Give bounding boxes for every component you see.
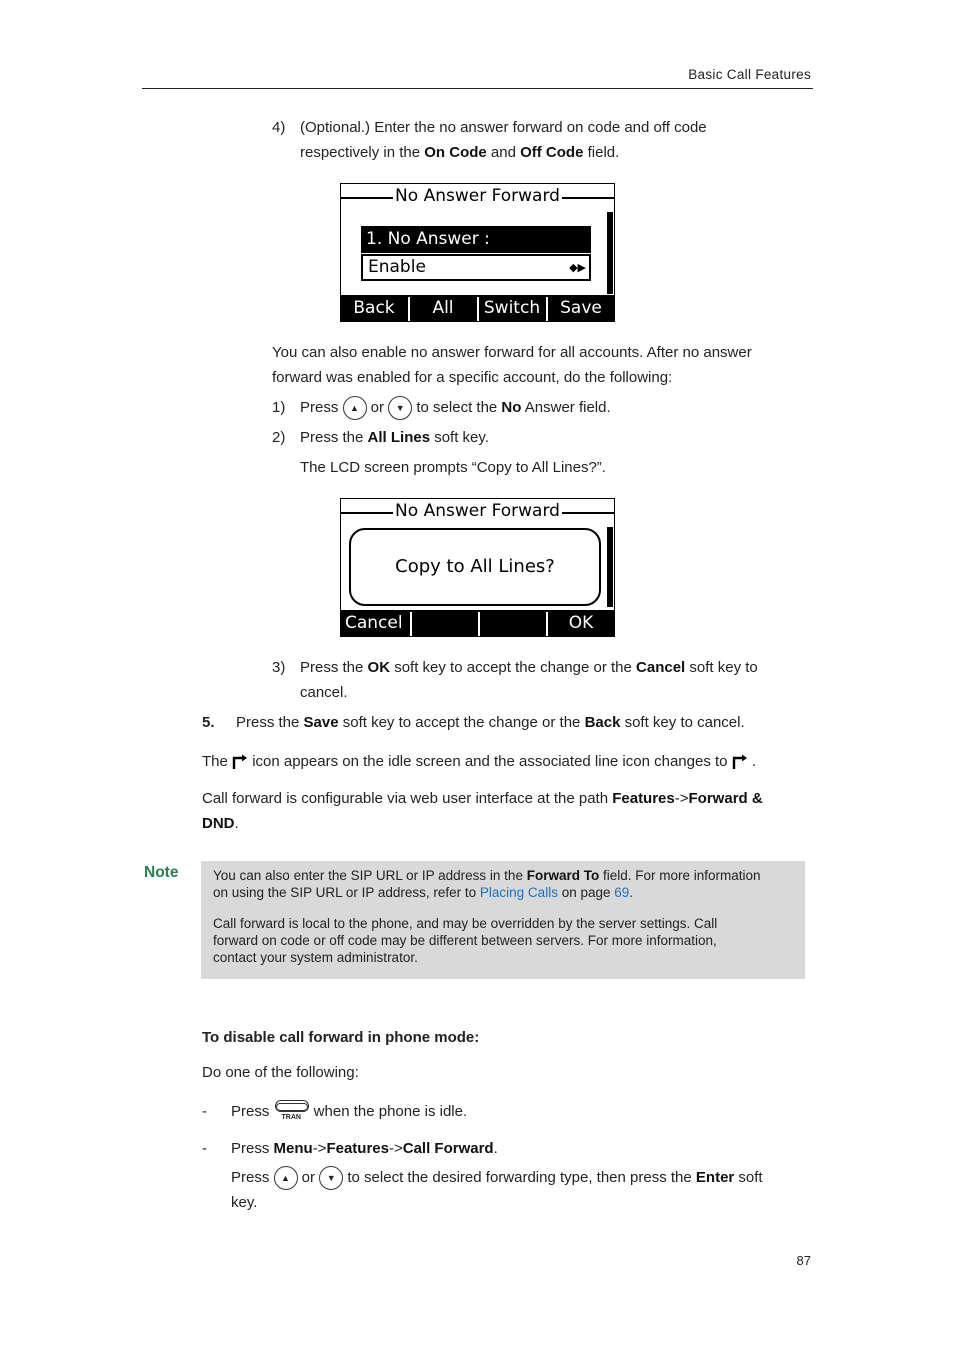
- sub-step-1-number: 1): [272, 399, 286, 416]
- sub-step-1: Press ▲ or ▼ to select the No Answer field.: [300, 395, 611, 420]
- disable-heading: To disable call forward in phone mode:: [202, 1029, 480, 1046]
- softkey-ok: OK: [568, 613, 594, 633]
- bullet-1-dash: -: [202, 1103, 207, 1120]
- lcd-prompt-text: The LCD screen prompts “Copy to All Lines?”.: [300, 459, 606, 476]
- on-code-label: On Code: [424, 144, 487, 161]
- sub-step-2: Press the All Lines soft key.: [300, 429, 489, 446]
- call-forward-icon: [232, 754, 248, 770]
- softkey-empty-3: [480, 610, 546, 636]
- lcd-left-right-arrows-icon: ◆▶: [569, 261, 586, 274]
- page-69-link[interactable]: 69: [614, 885, 630, 900]
- off-code-label: Off Code: [520, 144, 584, 161]
- softkey-empty-2: [412, 610, 478, 636]
- note-p2-line2: forward on code or off code may be different between servers. For more information,: [213, 933, 717, 948]
- bullet-2-line3: key.: [231, 1194, 258, 1211]
- softkey-cancel: Cancel: [345, 613, 403, 633]
- note-p2-line3: contact your system administrator.: [213, 950, 418, 965]
- bullet-1: Press TRAN when the phone is idle.: [231, 1099, 467, 1124]
- down-arrow-key-icon: ▼: [388, 396, 412, 420]
- up-arrow-key-icon: ▲: [274, 1166, 298, 1190]
- bullet-2-dash: -: [202, 1140, 207, 1157]
- softkey-save: Save: [560, 298, 602, 318]
- step-4-line1: (Optional.) Enter the no answer forward on code and off code: [300, 119, 707, 136]
- softkey-back: Back: [353, 298, 395, 318]
- lcd-screen-copy-prompt: [340, 498, 615, 637]
- line-forward-icon: [732, 754, 748, 770]
- para-all-accounts-line1: You can also enable no answer forward for all accounts. After no answer: [272, 344, 752, 361]
- lcd-softkey-bar: [341, 295, 614, 344]
- sub-step-3-number: 3): [272, 659, 286, 676]
- lcd-row-no-answer: 1. No Answer :: [361, 226, 591, 253]
- sub-step-3-line2: cancel.: [300, 684, 348, 701]
- header-rule: [142, 88, 813, 89]
- lcd-dialog-copy: Copy to All Lines?: [349, 528, 601, 606]
- note-label: Note: [144, 864, 179, 881]
- sub-step-2-number: 2): [272, 429, 286, 446]
- lcd-softkey-bar: [341, 610, 614, 636]
- note-p1-line2: on using the SIP URL or IP address, refer to Placing Calls on page 69.: [213, 885, 634, 900]
- step-5: Press the Save soft key to accept the change or the Back soft key to cancel.: [236, 714, 745, 731]
- softkey-switch: Switch: [483, 298, 541, 318]
- disable-intro: Do one of the following:: [202, 1064, 359, 1081]
- step-5-number: 5.: [202, 714, 215, 731]
- bullet-2-line2: Press ▲ or ▼ to select the desired forwarding type, then press the Enter soft: [231, 1165, 763, 1190]
- step-4-number: 4): [272, 119, 286, 136]
- down-arrow-key-icon: ▼: [319, 1166, 343, 1190]
- note-p2-line1: Call forward is local to the phone, and may be overridden by the server settings. Call: [213, 916, 718, 931]
- running-header: Basic Call Features: [688, 67, 811, 82]
- web-path-line1: Call forward is configurable via web user interface at the path Features->Forward &: [202, 790, 763, 807]
- note-box: [201, 861, 805, 979]
- sub-step-3-line1: Press the OK soft key to accept the change or the Cancel soft key to: [300, 659, 758, 676]
- up-arrow-key-icon: ▲: [343, 396, 367, 420]
- page-number: 87: [796, 1253, 811, 1268]
- lcd-scrollbar: [607, 527, 613, 607]
- para-all-accounts-line2: forward was enabled for a specific account, do the following:: [272, 369, 673, 386]
- lcd-scrollbar: [607, 212, 613, 294]
- icon-paragraph: The icon appears on the idle screen and the associated line icon changes to .: [202, 753, 757, 770]
- lcd-title: No Answer Forward: [341, 501, 614, 525]
- step-4-line2: respectively in the On Code and Off Code field.: [300, 144, 620, 161]
- softkey-all-lines: All Lines: [420, 298, 466, 344]
- placing-calls-link[interactable]: Placing Calls: [479, 885, 558, 900]
- lcd-screen-no-answer: [340, 183, 615, 344]
- tran-key-icon: TRAN: [274, 1100, 310, 1124]
- note-p1-line1: You can also enter the SIP URL or IP address in the Forward To field. For more information: [213, 868, 761, 883]
- lcd-title: No Answer Forward: [341, 186, 614, 210]
- lcd-field-enable: Enable ◆▶: [361, 254, 591, 281]
- bullet-2-line1: Press Menu->Features->Call Forward.: [231, 1140, 498, 1157]
- web-path-line2: DND.: [202, 815, 239, 832]
